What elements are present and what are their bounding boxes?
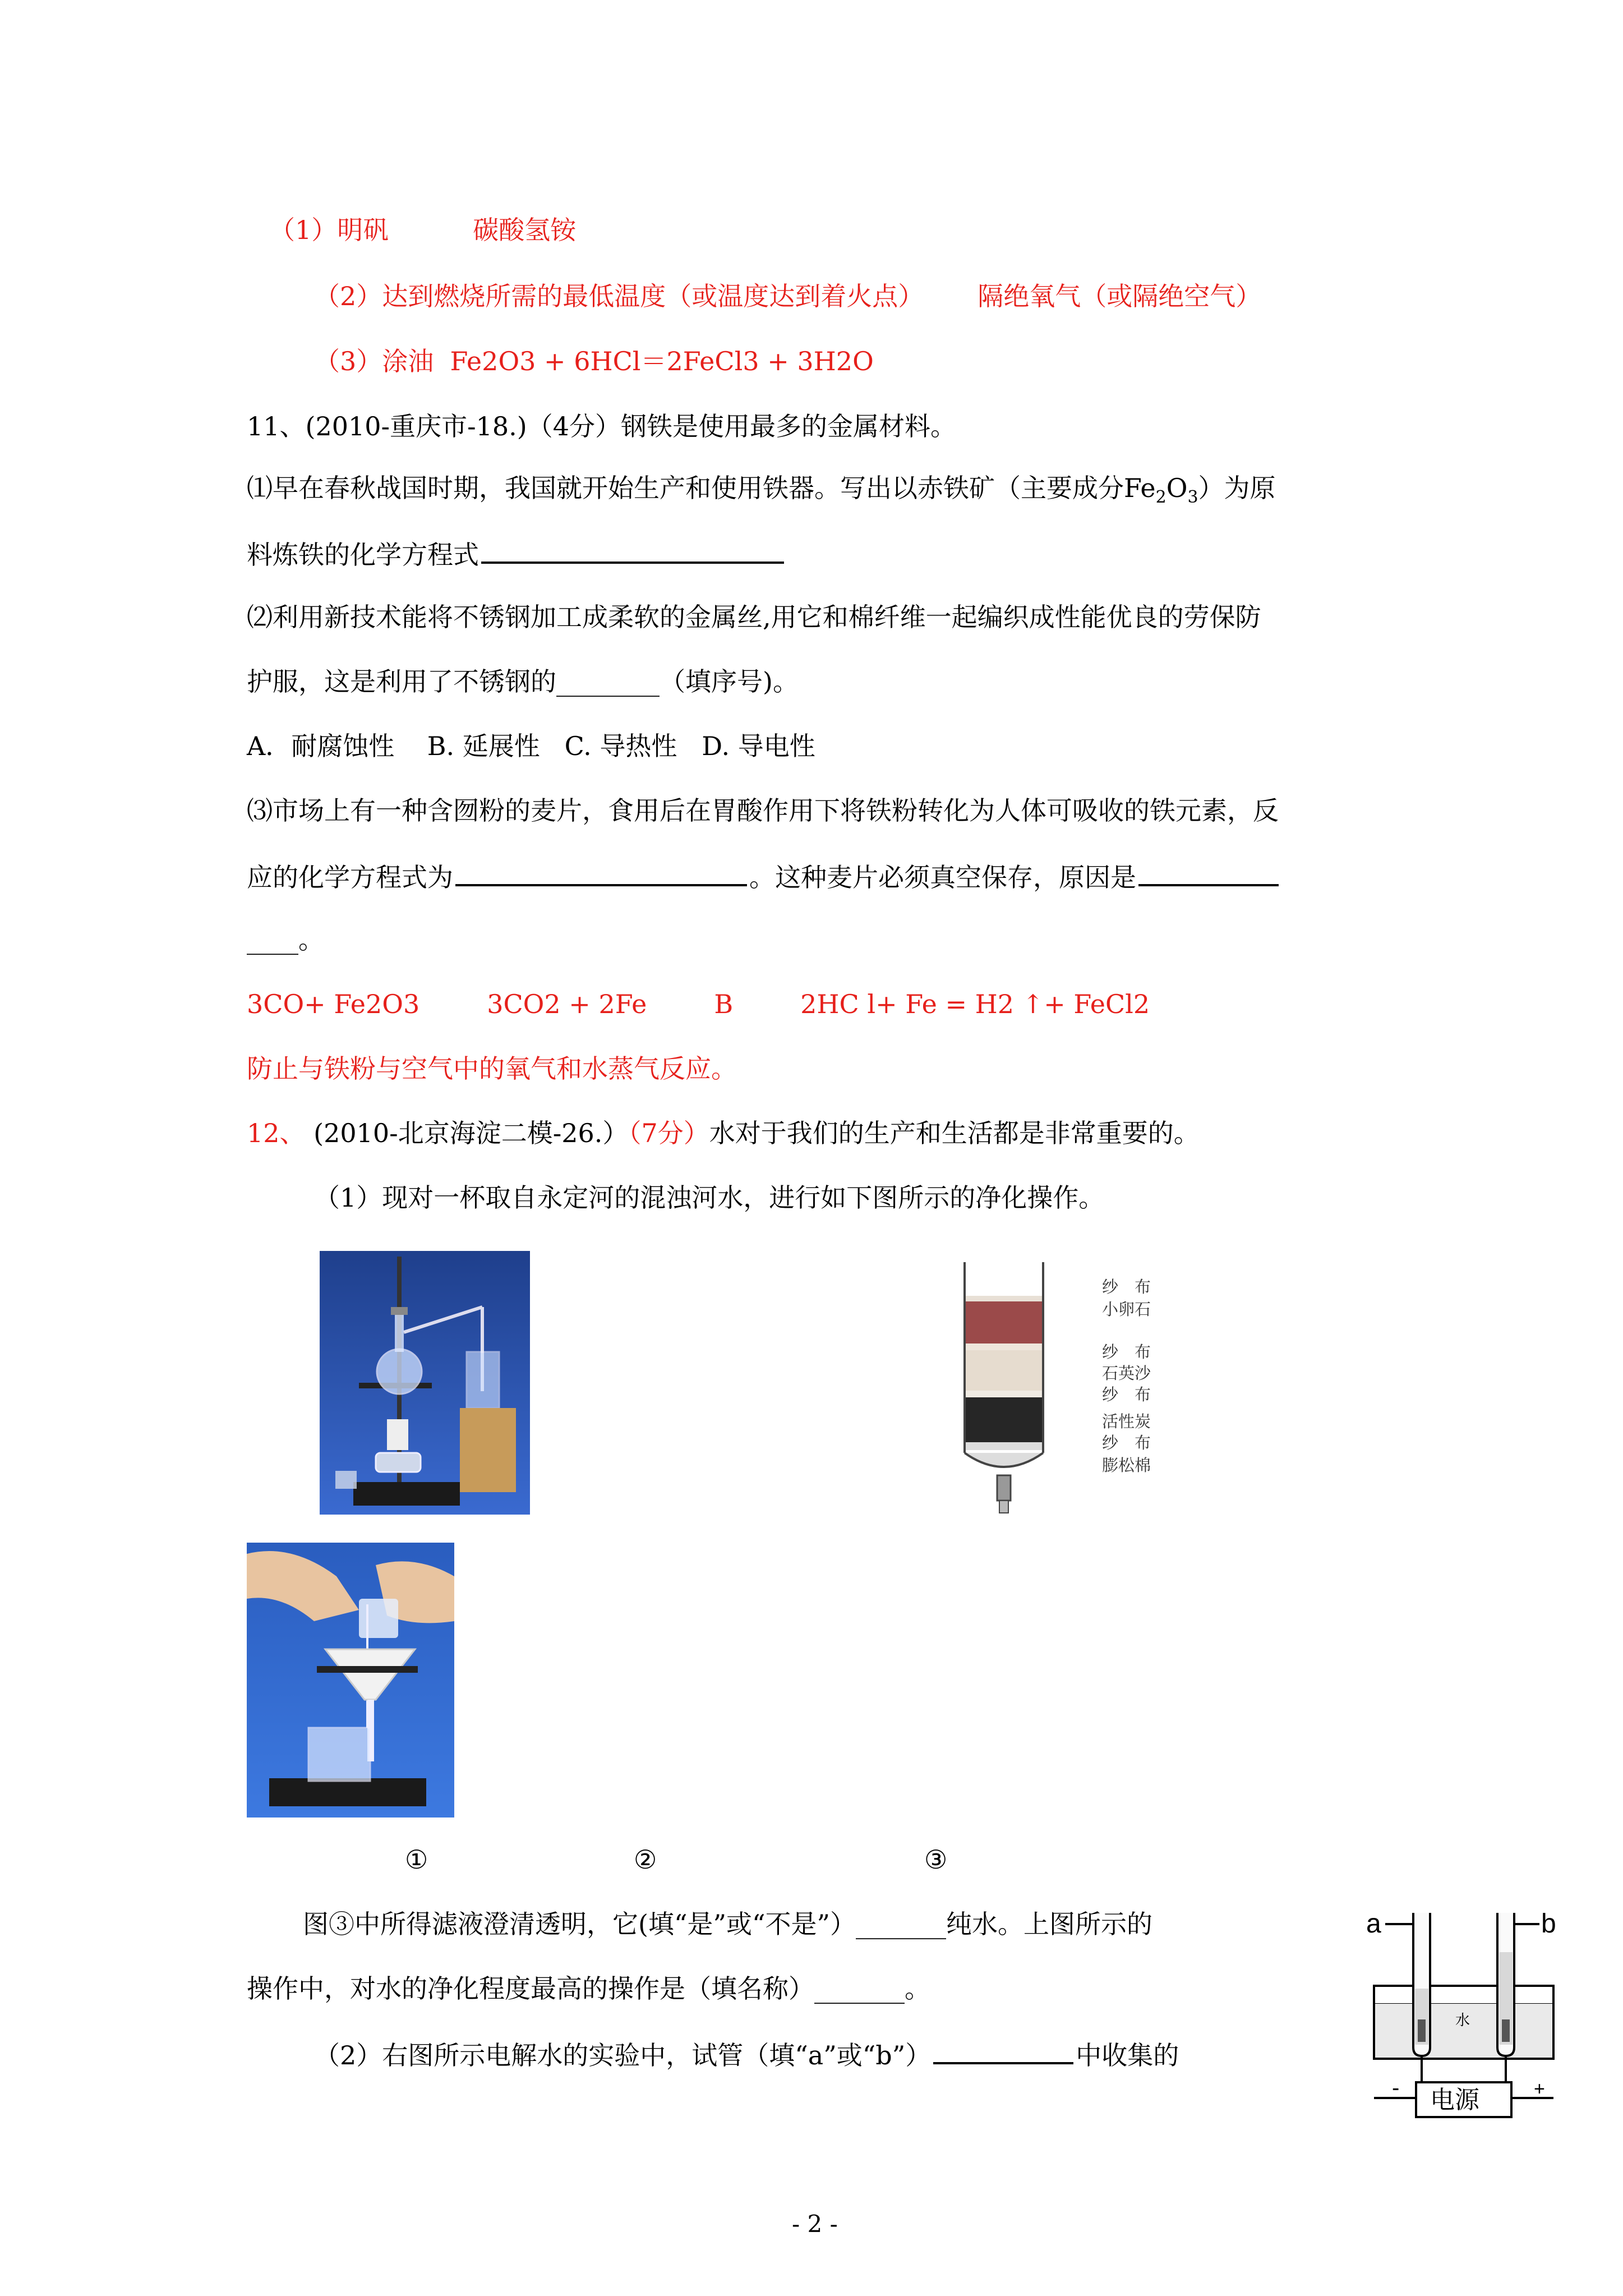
q12-heading: 12、 (2010-北京海淀二模-26.）（7分）水对于我们的生产和生活都是非常重要的。: [247, 1118, 1200, 1148]
q11-options: A．耐腐蚀性 B. 延展性 C. 导热性 D. 导电性: [247, 731, 815, 761]
filter-label-5: 纱 布: [1102, 1385, 1151, 1404]
electrolysis-diagram: [1363, 1902, 1565, 2120]
q11-part1-line1: ⑴早在春秋战国时期，我国就开始生产和使用铁器。写出以赤铁矿（主要成分$Fe_2O_3$）为原: [247, 473, 1276, 508]
q11-part1-line2: 料炼铁的化学方程式: [247, 536, 786, 572]
answer-blank[interactable]: [1138, 858, 1279, 886]
filter-label-7: 纱 布: [1102, 1433, 1151, 1452]
filtration-photo: [247, 1543, 454, 1818]
answer-line-1: （1）明矾 碳酸氢铵: [269, 215, 577, 245]
answer-blank[interactable]: [481, 536, 784, 564]
filter-label-4: 石英沙: [1102, 1364, 1151, 1383]
q11-part3-line3: ____。: [247, 924, 324, 955]
distillation-photo: [320, 1251, 530, 1515]
filter-label-2: 小卵石: [1102, 1300, 1151, 1319]
q11-answer-equations: 3CO+ Fe2O3 3CO2 + 2Fe B 2HC l+ Fe = H2 ↑+ FeCl2: [247, 989, 1150, 1019]
filter-label-8: 膨松棉: [1102, 1456, 1151, 1475]
q12-part1-question-line2: 操作中，对水的净化程度最高的操作是（填名称）_______。: [247, 1973, 930, 2004]
minus-sign: -: [1392, 2076, 1400, 2100]
tube-label-b: b: [1541, 1909, 1556, 1939]
plus-sign: +: [1534, 2078, 1545, 2100]
q12-part1-question-line1: 图③中所得滤液澄清透明，它(填“是”或“不是”）_______纯水。上图所示的: [303, 1909, 1153, 1939]
q12-part2-line1: （2）右图所示电解水的实验中，试管（填“a”或“b”） 中收集的: [314, 2036, 1179, 2072]
figure-label-3: ③: [924, 1844, 948, 1875]
tube-label-a: a: [1366, 1909, 1381, 1939]
answer-blank[interactable]: [455, 858, 747, 886]
figure-label-2: ②: [634, 1844, 657, 1875]
answer-blank[interactable]: [933, 2036, 1073, 2064]
q11-part3-line1: ⑶市场上有一种含囫粉的麦片，食用后在胃酸作用下将铁粉转化为人体可吸收的铁元素，反: [247, 795, 1279, 826]
q11-heading: 11、(2010-重庆市-18.)（4分）钢铁是使用最多的金属材料。: [247, 411, 956, 441]
page-number: - 2 -: [792, 2210, 838, 2238]
water-label: 水: [1455, 2012, 1470, 2029]
power-source-label: 电源: [1430, 2086, 1479, 2114]
figure-label-1: ①: [405, 1844, 428, 1875]
filter-label-1: 纱 布: [1102, 1277, 1151, 1296]
filter-label-3: 纱 布: [1102, 1342, 1151, 1361]
q11-answer-reason: 防止与铁粉与空气中的氧气和水蒸气反应。: [247, 1053, 737, 1084]
q11-part2-line1: ⑵利用新技术能将不锈钢加工成柔软的金属丝,用它和棉纤维一起编织成性能优良的劳保防: [247, 602, 1261, 632]
answer-line-2: （2）达到燃烧所需的最低温度（或温度达到着火点） 隔绝氧气（或隔绝空气）: [314, 281, 1262, 311]
answer-line-3: （3）涂油 Fe2O3 + 6HCl＝2FeCl3 + 3H2O: [314, 346, 874, 376]
q11-part2-line2: 护服，这是利用了不锈钢的________（填序号)。: [247, 666, 799, 697]
q11-part3-line2: 应的化学方程式为 。这种麦片必须真空保存，原因是: [247, 858, 1281, 894]
filter-label-6: 活性炭: [1102, 1412, 1151, 1431]
q12-part1-intro: （1）现对一杯取自永定河的混浊河水，进行如下图所示的净化操作。: [314, 1182, 1105, 1213]
